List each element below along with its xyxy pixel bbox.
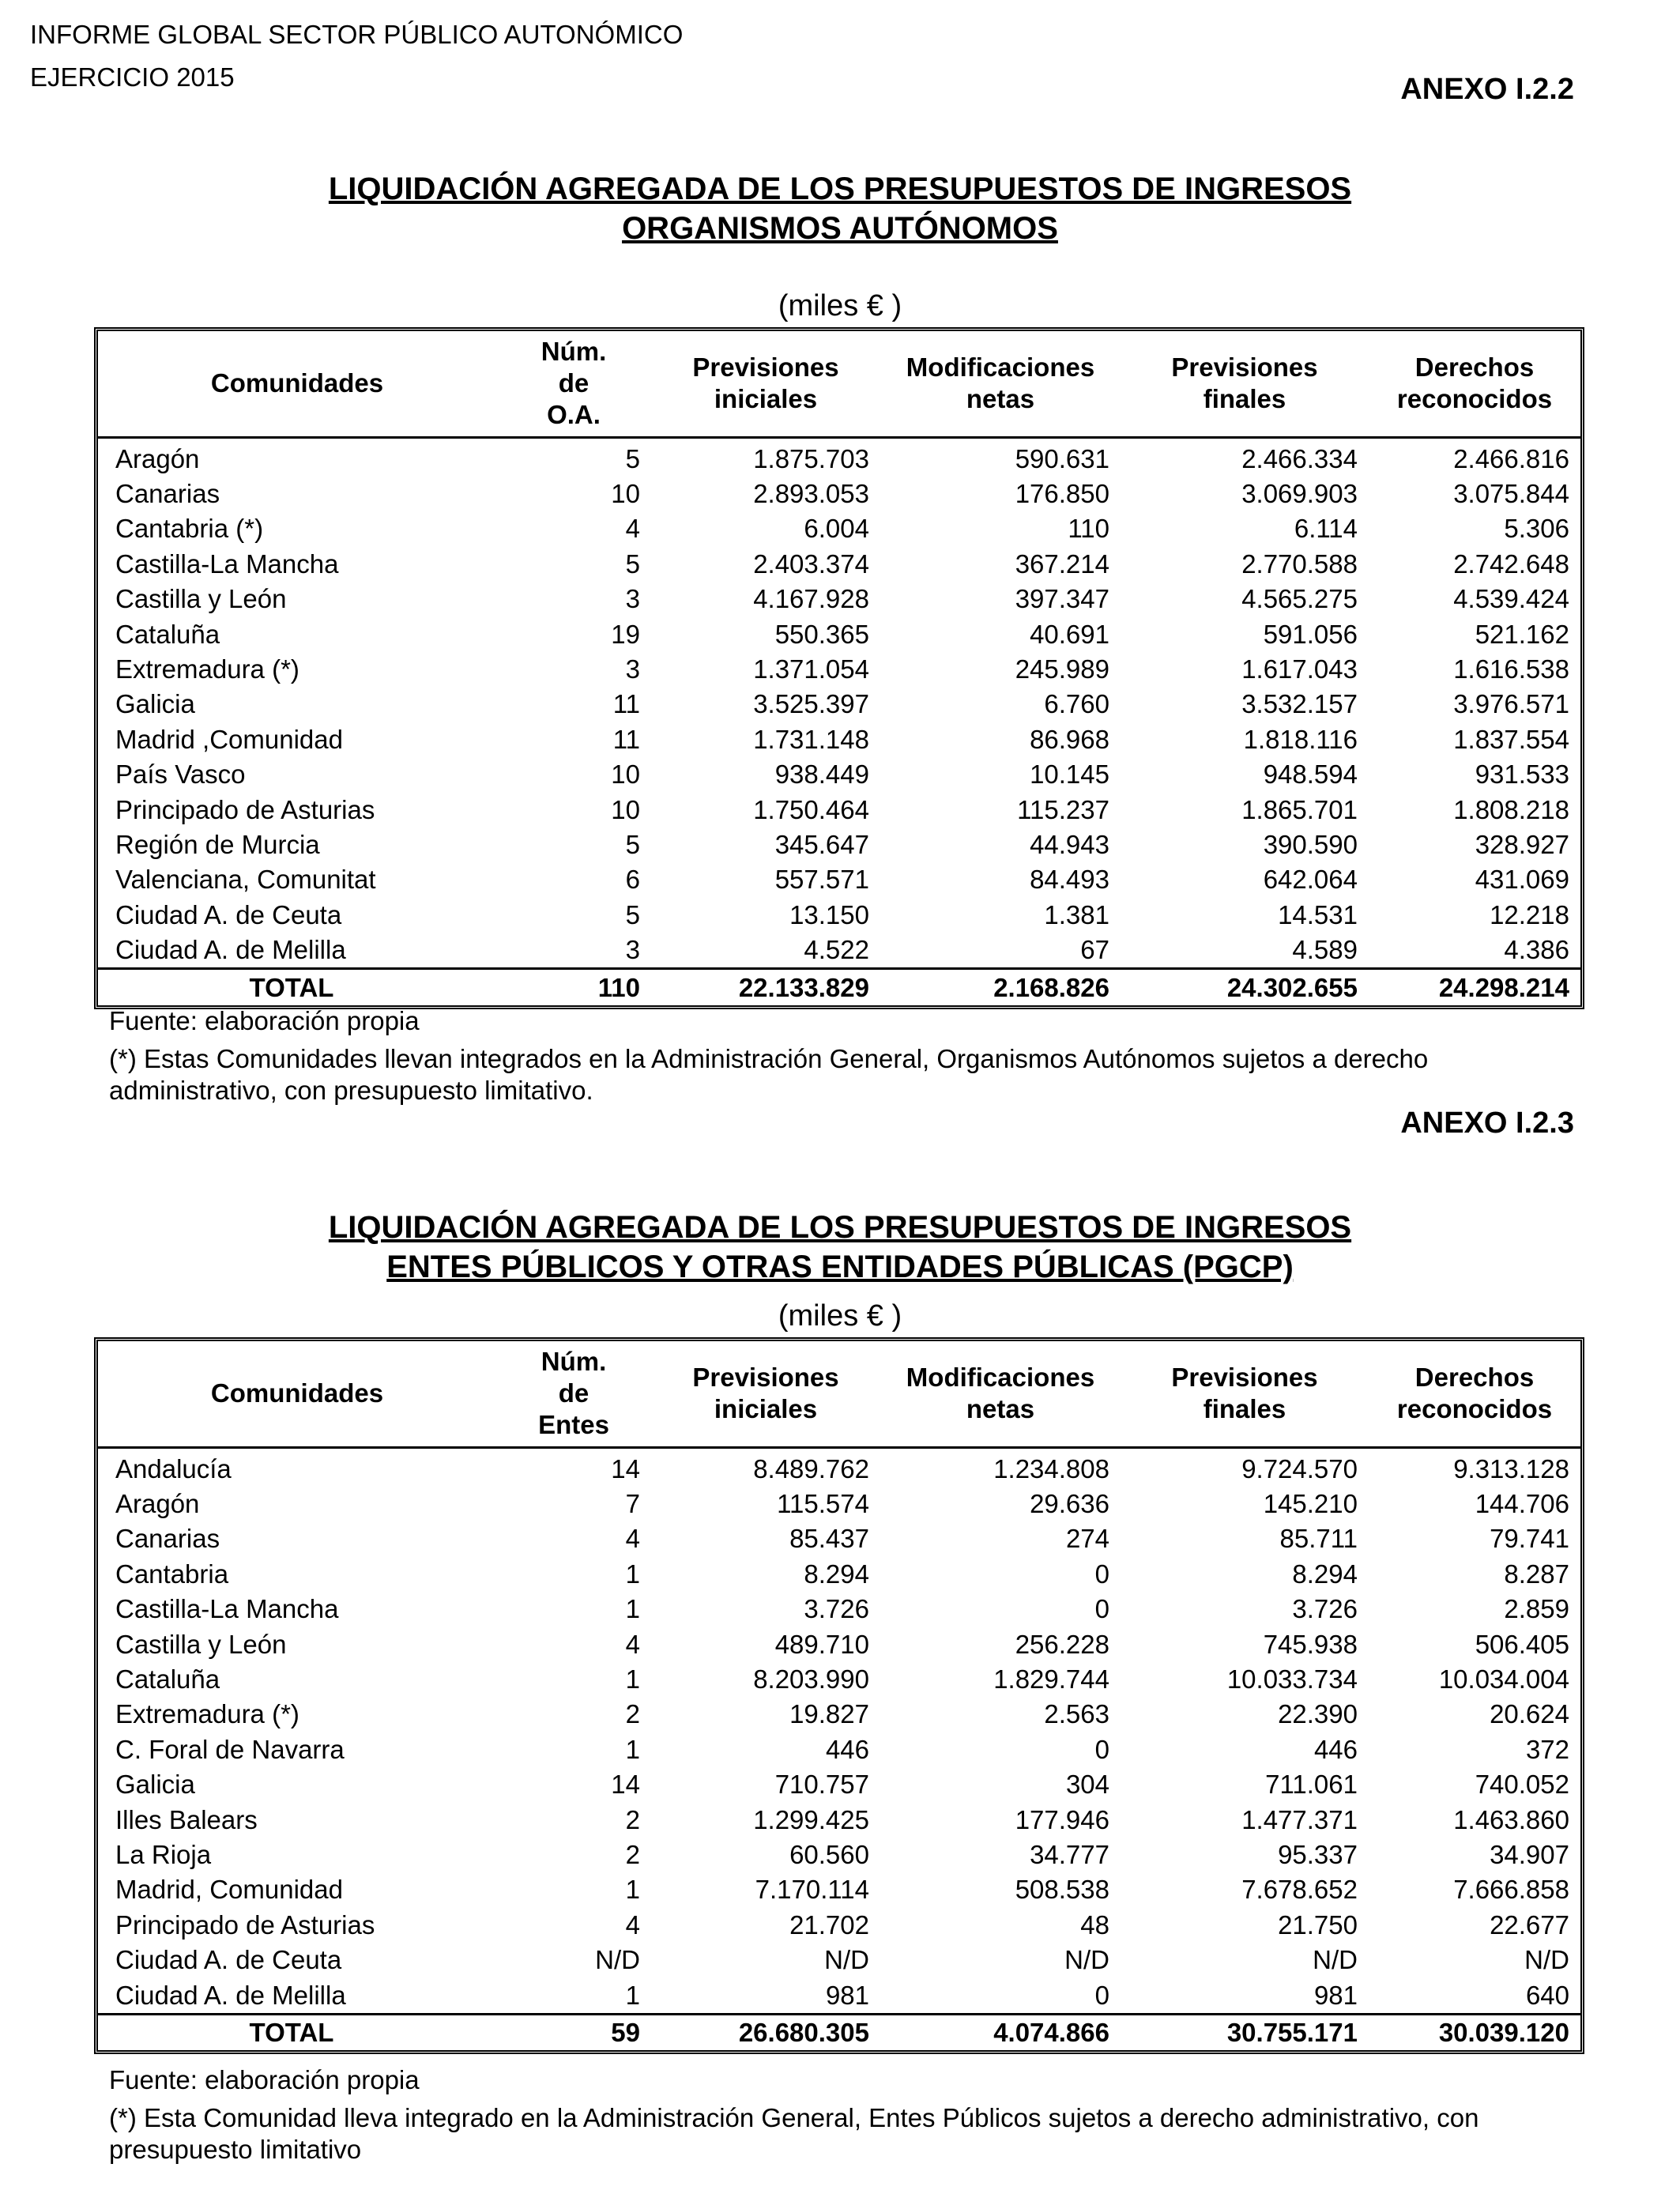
column-header: Núm. de Entes [496, 1341, 651, 1447]
report-year: EJERCICIO 2015 [30, 62, 235, 92]
value-cell: 4.386 [1504, 935, 1569, 965]
value-cell: 591.056 [1263, 619, 1358, 649]
value-cell: 274 [1065, 1524, 1109, 1554]
table-row [98, 933, 1580, 969]
table-row [98, 616, 1580, 651]
table-row [98, 722, 1580, 757]
table-row [98, 687, 1580, 722]
value-cell: 4 [625, 1909, 640, 1940]
value-cell: 3 [625, 584, 640, 614]
value-cell: 144.706 [1475, 1489, 1569, 1519]
value-cell: 5 [625, 548, 640, 579]
value-cell: 4.539.424 [1453, 584, 1569, 614]
value-cell: 1 [625, 1734, 640, 1764]
value-cell: 3.075.844 [1453, 479, 1569, 509]
value-cell: 22.677 [1490, 1909, 1569, 1940]
table-row [98, 827, 1580, 862]
value-cell: 67 [1080, 935, 1109, 965]
value-cell: 710.757 [774, 1770, 869, 1800]
value-cell: 115.237 [1017, 794, 1109, 824]
value-cell: 21.702 [789, 1909, 869, 1940]
table-row [98, 511, 1580, 546]
value-cell: 345.647 [774, 829, 869, 859]
value-cell: 3.726 [1292, 1594, 1358, 1624]
value-cell: 7.170.114 [755, 1875, 869, 1905]
value-cell: 640 [1525, 1980, 1569, 2010]
value-cell: 4 [625, 514, 640, 544]
value-cell: 44.943 [1030, 829, 1109, 859]
table-row [98, 1838, 1580, 1872]
value-cell: 6.004 [804, 514, 869, 544]
value-cell: 4 [625, 1524, 640, 1554]
table-row [98, 1802, 1580, 1837]
table-row [98, 1447, 1580, 1487]
report-title: INFORME GLOBAL SECTOR PÚBLICO AUTONÓMICO [30, 20, 684, 49]
table-row [98, 1557, 1580, 1592]
table-row [98, 547, 1580, 582]
value-cell: 740.052 [1475, 1770, 1569, 1800]
region-cell: Castilla y León [115, 1629, 287, 1659]
value-cell: 110 [1068, 514, 1109, 544]
value-cell: 745.938 [1263, 1629, 1358, 1659]
region-cell: Madrid ,Comunidad [115, 724, 343, 754]
region-cell: Aragón [115, 1489, 200, 1519]
value-cell: 4.522 [804, 935, 869, 965]
value-cell: 2.403.374 [753, 548, 869, 579]
value-cell: 938.449 [774, 760, 869, 790]
value-cell: 711.061 [1265, 1770, 1358, 1800]
value-cell: 557.571 [774, 865, 869, 895]
value-cell: 13.150 [789, 899, 869, 929]
value-cell: 1 [625, 1559, 640, 1589]
value-cell: 3 [625, 935, 640, 965]
value-cell: 1.731.148 [753, 724, 869, 754]
column-header: Comunidades [98, 1341, 496, 1447]
value-cell: 5 [625, 829, 640, 859]
value-cell: 10.145 [1030, 760, 1109, 790]
value-cell: N/D [824, 1945, 869, 1975]
value-cell: 1.381 [1044, 899, 1109, 929]
value-cell: 3.525.397 [753, 689, 869, 719]
value-cell: 0 [1094, 1734, 1109, 1764]
value-cell: 9.313.128 [1453, 1453, 1569, 1483]
value-cell: 8.287 [1504, 1559, 1569, 1589]
value-cell: 22.133.829 [651, 969, 880, 1005]
region-cell: TOTAL [98, 969, 496, 1005]
value-cell: 2.563 [1044, 1699, 1109, 1729]
value-cell: 590.631 [1015, 443, 1109, 473]
value-cell: 79.741 [1490, 1524, 1569, 1554]
table-title [0, 169, 1680, 248]
column-header: Previsiones iniciales [651, 1341, 880, 1447]
value-cell: 390.590 [1263, 829, 1358, 859]
table-row [98, 757, 1580, 792]
region-cell: Castilla-La Mancha [115, 548, 339, 579]
value-cell: 489.710 [774, 1629, 869, 1659]
value-cell: 2.742.648 [1453, 548, 1569, 579]
column-header: Derechos reconocidos [1369, 1341, 1580, 1447]
table-row [98, 1872, 1580, 1907]
region-cell: Galicia [115, 689, 195, 719]
value-cell: N/D [1524, 1945, 1569, 1975]
value-cell: 48 [1080, 1909, 1109, 1940]
value-cell: 24.298.214 [1369, 969, 1580, 1005]
value-cell: 2 [625, 1699, 640, 1729]
value-cell: 4.167.928 [753, 584, 869, 614]
region-cell: Andalucía [115, 1453, 232, 1483]
value-cell: 19 [611, 619, 640, 649]
value-cell: 245.989 [1015, 654, 1109, 684]
value-cell: 10 [611, 794, 640, 824]
region-cell: Extremadura (*) [115, 654, 299, 684]
value-cell: 3.532.157 [1241, 689, 1358, 719]
value-cell: 1.818.116 [1243, 724, 1358, 754]
table-row [98, 862, 1580, 897]
value-cell: 1.875.703 [753, 443, 869, 473]
value-cell: 34.907 [1490, 1839, 1569, 1869]
value-cell: 95.337 [1278, 1839, 1358, 1869]
region-cell: Ciudad A. de Melilla [115, 1980, 346, 2010]
value-cell: 6.114 [1294, 514, 1358, 544]
table-entes [94, 1337, 1584, 2054]
value-cell: 1.865.701 [1241, 794, 1358, 824]
value-cell: 10.033.734 [1226, 1664, 1358, 1695]
table-row [98, 898, 1580, 933]
region-cell: TOTAL [98, 2014, 496, 2050]
value-cell: 2.893.053 [753, 479, 869, 509]
region-cell: Galicia [115, 1770, 195, 1800]
table-row [98, 1732, 1580, 1767]
value-cell: 4.074.866 [880, 2014, 1121, 2050]
value-cell: 177.946 [1015, 1804, 1109, 1834]
table-title [0, 1208, 1680, 1287]
value-cell: 1.617.043 [1241, 654, 1358, 684]
value-cell: 3.726 [804, 1594, 869, 1624]
value-cell: 1.750.464 [753, 794, 869, 824]
value-cell: 6 [625, 865, 640, 895]
value-cell: 8.489.762 [753, 1453, 869, 1483]
title-line: LIQUIDACIÓN AGREGADA DE LOS PRESUPUESTOS DE INGRESOS [328, 172, 1352, 206]
data-table [98, 1341, 1580, 2050]
value-cell: 34.777 [1030, 1839, 1109, 1869]
value-cell: 304 [1065, 1770, 1109, 1800]
total-row [98, 969, 1580, 1005]
value-cell: 0 [1094, 1559, 1109, 1589]
value-cell: 328.927 [1475, 829, 1569, 859]
region-cell: Principado de Asturias [115, 794, 375, 824]
value-cell: 8.294 [804, 1559, 869, 1589]
value-cell: 397.347 [1015, 584, 1109, 614]
region-cell: Cantabria (*) [115, 514, 264, 544]
value-cell: 4 [625, 1629, 640, 1659]
value-cell: 5 [625, 899, 640, 929]
table-row [98, 1521, 1580, 1556]
column-header: Previsiones finales [1121, 331, 1369, 437]
table-row [98, 1977, 1580, 2014]
table-organismos [94, 327, 1584, 1009]
table-row [98, 1943, 1580, 1977]
region-cell: Región de Murcia [115, 829, 320, 859]
value-cell: 3.069.903 [1241, 479, 1358, 509]
value-cell: 1.616.538 [1453, 654, 1569, 684]
footnote: (*) Esta Comunidad lleva integrado en la Administración General, Entes Públicos sujetos a derecho administrativo, con presupuesto limitativo [109, 2103, 1479, 2164]
value-cell: 7.666.858 [1453, 1875, 1569, 1905]
value-cell: 2 [625, 1839, 640, 1869]
value-cell: 2.466.334 [1241, 443, 1358, 473]
value-cell: 508.538 [1015, 1875, 1109, 1905]
value-cell: 12.218 [1490, 899, 1569, 929]
value-cell: 1.477.371 [1241, 1804, 1358, 1834]
title-line: ORGANISMOS AUTÓNOMOS [622, 211, 1058, 246]
column-header: Derechos reconocidos [1369, 331, 1580, 437]
value-cell: 367.214 [1015, 548, 1109, 579]
value-cell: 24.302.655 [1121, 969, 1369, 1005]
region-cell: Ciudad A. de Ceuta [115, 899, 342, 929]
value-cell: 85.711 [1279, 1524, 1358, 1554]
value-cell: 8.294 [1292, 1559, 1358, 1589]
value-cell: 1.463.860 [1453, 1804, 1569, 1834]
value-cell: 521.162 [1475, 619, 1569, 649]
value-cell: 85.437 [789, 1524, 869, 1554]
anexo-label: ANEXO I.2.2 [1400, 73, 1574, 106]
region-cell: Canarias [115, 479, 220, 509]
region-cell: Madrid, Comunidad [115, 1875, 343, 1905]
table-row [98, 477, 1580, 511]
value-cell: 7.678.652 [1241, 1875, 1358, 1905]
value-cell: 1.234.808 [993, 1453, 1109, 1483]
value-cell: 10 [611, 479, 640, 509]
footnote: (*) Estas Comunidades llevan integrados en la Administración General, Organismos Autónomos sujetos a derecho administrativo, con presupuesto limitativo. [109, 1044, 1429, 1105]
table-row [98, 1662, 1580, 1697]
column-header: Modificaciones netas [880, 1341, 1121, 1447]
region-cell: Cataluña [115, 1664, 220, 1695]
column-header: Previsiones iniciales [651, 331, 880, 437]
value-cell: 2.168.826 [880, 969, 1121, 1005]
value-cell: 26.680.305 [651, 2014, 880, 2050]
table-row [98, 1487, 1580, 1521]
region-cell: Aragón [115, 443, 200, 473]
table-row [98, 437, 1580, 477]
value-cell: 2.770.588 [1241, 548, 1358, 579]
value-cell: 86.968 [1030, 724, 1109, 754]
table-row [98, 1627, 1580, 1661]
column-header: Núm. de O.A. [496, 331, 651, 437]
value-cell: 20.624 [1490, 1699, 1569, 1729]
value-cell: 981 [825, 1980, 869, 2010]
value-cell: 115.574 [777, 1489, 869, 1519]
value-cell: 506.405 [1475, 1629, 1569, 1659]
value-cell: 2.466.816 [1453, 443, 1569, 473]
value-cell: 4.589 [1292, 935, 1358, 965]
value-cell: 446 [825, 1734, 869, 1764]
title-line: ENTES PÚBLICOS Y OTRAS ENTIDADES PÚBLICAS (PGCP) [386, 1250, 1294, 1284]
region-cell: C. Foral de Navarra [115, 1734, 345, 1764]
value-cell: 14.531 [1278, 899, 1358, 929]
value-cell: 1.808.218 [1453, 794, 1569, 824]
region-cell: Extremadura (*) [115, 1699, 299, 1729]
value-cell: 1 [625, 1664, 640, 1695]
value-cell: 256.228 [1015, 1629, 1109, 1659]
value-cell: 446 [1313, 1734, 1358, 1764]
value-cell: 10.034.004 [1438, 1664, 1569, 1695]
column-header: Modificaciones netas [880, 331, 1121, 437]
value-cell: 1.829.744 [993, 1664, 1109, 1695]
value-cell: 3 [625, 654, 640, 684]
value-cell: 29.636 [1030, 1489, 1109, 1519]
value-cell: 0 [1094, 1980, 1109, 2010]
value-cell: 3.976.571 [1453, 689, 1569, 719]
value-cell: N/D [1064, 1945, 1109, 1975]
region-cell: Canarias [115, 1524, 220, 1554]
value-cell: 176.850 [1015, 479, 1109, 509]
value-cell: 981 [1313, 1980, 1358, 2010]
value-cell: 84.493 [1030, 865, 1109, 895]
value-cell: 59 [496, 2014, 651, 2050]
value-cell: 14 [611, 1770, 640, 1800]
value-cell: 11 [612, 689, 640, 719]
value-cell: 7 [625, 1489, 640, 1519]
value-cell: 9.724.570 [1241, 1453, 1358, 1483]
table-row [98, 1908, 1580, 1943]
region-cell: Ciudad A. de Ceuta [115, 1945, 342, 1975]
value-cell: 1.299.425 [753, 1804, 869, 1834]
value-cell: 0 [1094, 1594, 1109, 1624]
table-row [98, 792, 1580, 827]
region-cell: Castilla y León [115, 584, 287, 614]
value-cell: 60.560 [789, 1839, 869, 1869]
value-cell: 145.210 [1263, 1489, 1358, 1519]
column-header: Comunidades [98, 331, 496, 437]
value-cell: 2 [625, 1804, 640, 1834]
value-cell: 931.533 [1475, 760, 1569, 790]
table-row [98, 652, 1580, 687]
value-cell: 30.039.120 [1369, 2014, 1580, 2050]
value-cell: 19.827 [789, 1699, 869, 1729]
region-cell: Illes Balears [115, 1804, 258, 1834]
value-cell: 6.760 [1044, 689, 1109, 719]
total-row [98, 2014, 1580, 2050]
table-row [98, 582, 1580, 616]
region-cell: Cantabria [115, 1559, 229, 1589]
value-cell: 14 [611, 1453, 640, 1483]
value-cell: 22.390 [1278, 1699, 1358, 1729]
source-note: Fuente: elaboración propia [109, 2065, 420, 2094]
title-line: LIQUIDACIÓN AGREGADA DE LOS PRESUPUESTOS DE INGRESOS [328, 1210, 1352, 1245]
unit-label: (miles € ) [778, 289, 902, 322]
value-cell: 2.859 [1504, 1594, 1569, 1624]
value-cell: 11 [612, 724, 640, 754]
value-cell: 1 [625, 1594, 640, 1624]
value-cell: 10 [611, 760, 640, 790]
table-row [98, 1592, 1580, 1627]
region-cell: La Rioja [115, 1839, 212, 1869]
value-cell: 5.306 [1504, 514, 1569, 544]
region-cell: Cataluña [115, 619, 220, 649]
region-cell: Castilla-La Mancha [115, 1594, 339, 1624]
source-note: Fuente: elaboración propia [109, 1006, 420, 1035]
table-row [98, 1767, 1580, 1802]
value-cell: 550.365 [774, 619, 869, 649]
data-table [98, 331, 1580, 1005]
value-cell: N/D [595, 1945, 640, 1975]
value-cell: 110 [496, 969, 651, 1005]
region-cell: Principado de Asturias [115, 1909, 375, 1940]
value-cell: 1.837.554 [1453, 724, 1569, 754]
value-cell: 8.203.990 [753, 1664, 869, 1695]
value-cell: 21.750 [1278, 1909, 1358, 1940]
value-cell: 40.691 [1030, 619, 1109, 649]
region-cell: País Vasco [115, 760, 246, 790]
value-cell: 642.064 [1263, 865, 1358, 895]
value-cell: 30.755.171 [1121, 2014, 1369, 2050]
column-header: Previsiones finales [1121, 1341, 1369, 1447]
value-cell: N/D [1313, 1945, 1358, 1975]
value-cell: 4.565.275 [1241, 584, 1358, 614]
value-cell: 5 [625, 443, 640, 473]
value-cell: 431.069 [1475, 865, 1569, 895]
value-cell: 1.371.054 [753, 654, 869, 684]
region-cell: Ciudad A. de Melilla [115, 935, 346, 965]
region-cell: Valenciana, Comunitat [115, 865, 376, 895]
table-row [98, 1697, 1580, 1732]
value-cell: 1 [625, 1875, 640, 1905]
anexo-label: ANEXO I.2.3 [1400, 1106, 1574, 1140]
value-cell: 372 [1525, 1734, 1569, 1764]
value-cell: 1 [625, 1980, 640, 2010]
value-cell: 948.594 [1263, 760, 1358, 790]
unit-label: (miles € ) [778, 1299, 902, 1333]
